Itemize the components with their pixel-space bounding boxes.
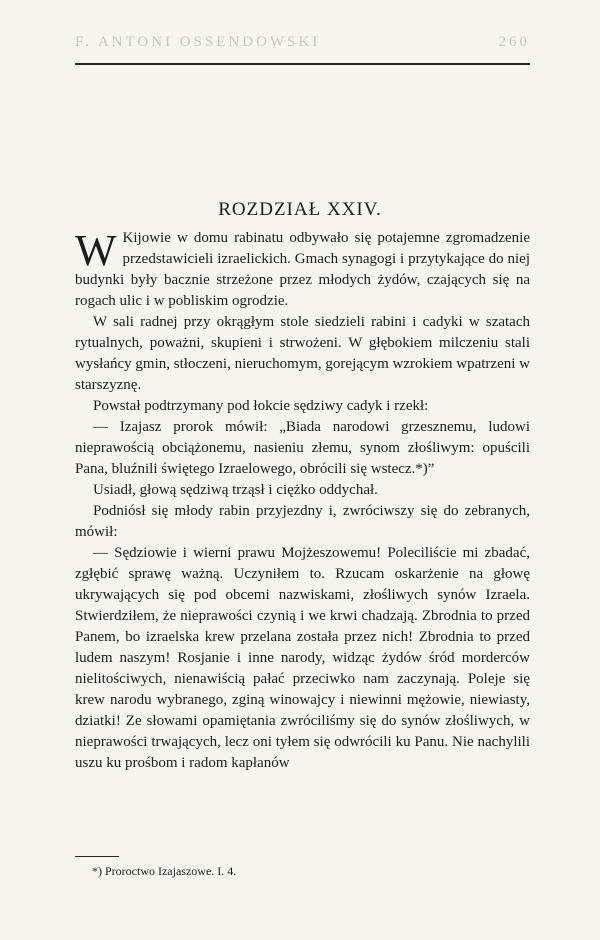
paragraph-2: W sali radnej przy okrągłym stole siedzieli rabini i cadyki w szatach rytualnych, poważni, skupieni i strwożeni. W głębokiem milczeniu stali wysłańcy gmin, stłoczeni, nieruchomym, gorejącym wzrokiem wpatrzeni w starszyznę. [75, 314, 530, 393]
paragraph-1 [75, 228, 530, 312]
paragraph-4: — Izajasz prorok mówił: „Biada narodowi grzesznemu, ludowi nieprawością obciążonemu, nasieniu złemu, synom złośliwym: opuścili Pana, bluźnili świętego Izraelowego, obrócili się wstecz.*)” [75, 419, 530, 477]
header-rule [75, 63, 530, 65]
chapter-title: ROZDZIAŁ XXIV. [218, 198, 382, 220]
paragraph-1-text: Kijowie w domu rabinatu odbywało się potajemne zgromadzenie przedstawicieli izraelickich. Gmach synagogi i przytykające do niej budynki były bacznie strzeżone przez młodych żydów, czających się na rogach ulic i w pobliskim ogrodzie. [75, 230, 530, 309]
footnote: *) Proroctwo Izajaszowe. I. 4. [92, 864, 237, 878]
running-head-author: F. ANTONI OSSENDOWSKI [75, 34, 321, 50]
footnote-rule [75, 856, 119, 857]
paragraph-5: Usiadł, głową sędziwą trząsł i ciężko oddychał. [93, 482, 378, 498]
paragraph-6: Podniósł się młody rabin przyjezdny i, zwróciwszy się do zebranych, mówił: [75, 503, 530, 540]
page-number: 260 [498, 34, 530, 50]
running-head [75, 34, 530, 51]
paragraph-3: Powstał podtrzymany pod łokcie sędziwy cadyk i rzekł: [93, 398, 429, 414]
paragraph-7: — Sędziowie i wierni prawu Mojżeszowemu! Poleciliście mi zbadać, zgłębić sprawę ważną. Uczyniłem to. Rzucam oskarżenie na głowę ukrywających się pod obcemi nazwiskami, złośliwych synów Izraela. Stwierdziłem, że nieprawości czynią i we krwi chadzają. Zbrodnia to przed Panem, bo izraelska krew przelana została przez nich! Zbrodnia to przed ludem naszym! Rosjanie i inne narody, widząc żydów śród morderców nielitościwych, nienawiścią pałać przeciwko nam zaczynają. Poleje się krew narodu wybranego, zginą winowajcy i niewinni mężowie, niewiasty, dziatki! Ze słowami opamiętania zwróciliśmy się do synów złośliwych, w nieprawości trwających, lecz oni tyłem się odwrócili ku Panu. Nie nachylili uszu ku prośbom i radom kapłanów [75, 545, 530, 771]
body-text [75, 228, 530, 774]
drop-cap: W [75, 226, 117, 275]
